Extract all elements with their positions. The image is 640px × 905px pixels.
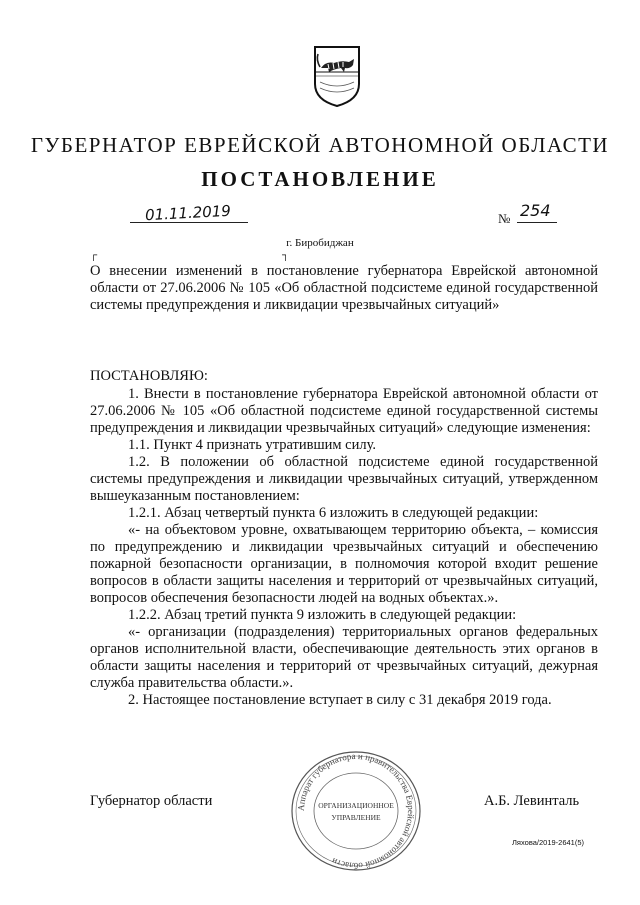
stamp-ring-text: Аппарат губернатора и правительства Еврейской автономной области	[295, 750, 417, 872]
paragraph-1-2-2: 1.2.2. Абзац третий пункта 9 изложить в следующей редакции:	[128, 607, 517, 623]
corner-mark-left: ┌	[90, 250, 98, 261]
date-underline	[130, 222, 248, 223]
stamp-center-line2: УПРАВЛЕНИЕ	[331, 813, 381, 822]
number-underline	[517, 222, 557, 223]
official-stamp	[288, 748, 424, 874]
document-body	[90, 368, 598, 709]
signatory-position: Губернатор области	[90, 793, 213, 809]
document-date: 01.11.2019	[144, 201, 232, 225]
quote-1: «- на объектовом уровне, охватывающем территорию объекта, – комиссия по предупреждению и ликвидации чрезвычайных ситуаций и обеспечению пожарной безопасности организации, в полномочия которой входит решение вопросов в области защиты населения и территорий от чрезвычайных ситуаций, вопросов обеспечения безопасности людей на водных объектах.».	[90, 522, 598, 606]
corner-mark-right: ┐	[282, 250, 290, 261]
city-label: г. Биробиджан	[286, 237, 354, 249]
document-type-title: ПОСТАНОВЛЕНИЕ	[201, 167, 439, 191]
signatory-name: А.Б. Левинталь	[484, 793, 580, 809]
paragraph-1-1: 1.1. Пункт 4 признать утратившим силу.	[128, 437, 377, 453]
number-sign: №	[498, 211, 511, 226]
paragraph-1-2: 1.2. В положении об областной подсистеме единой государственной системы предупреждения и ликвидации чрезвычайных ситуаций, утвержденном вышеуказанным постановлением:	[90, 454, 598, 504]
paragraph-1-2-1: 1.2.1. Абзац четвертый пункта 6 изложить в следующей редакции:	[128, 505, 539, 521]
paragraph-2: 2. Настоящее постановление вступает в силу с 31 декабря 2019 года.	[128, 692, 552, 708]
quote-2: «- организации (подразделения) территориальных органов федеральных органов исполнительной власти, обеспечивающие деятельность этих органов в области защиты населения и территорий от чрезвычайных ситуаций, дежурная служба правительства области.».	[90, 624, 598, 691]
document-subject: О внесении изменений в постановление губернатора Еврейской автономной области от 27.06.2006 № 105 «Об областной подсистеме единой государственной системы предупреждения и ликвидации чрезвычайных ситуаций»	[90, 263, 598, 313]
reference-code: Ляхова/2019-2641(5)	[512, 838, 585, 847]
stamp-center-line1: ОРГАНИЗАЦИОННОЕ	[318, 801, 394, 810]
paragraph-1: 1. Внести в постановление губернатора Еврейской автономной области от 27.06.2006 № 105 «Об областной подсистеме единой государственной системы предупреждения и ликвидации чрезвычайных ситуаций» следующие изменения:	[90, 386, 598, 436]
document-number: 254	[520, 201, 551, 220]
decree-heading: ПОСТАНОВЛЯЮ:	[90, 368, 208, 384]
organization-title: ГУБЕРНАТОР ЕВРЕЙСКОЙ АВТОНОМНОЙ ОБЛАСТИ	[30, 133, 610, 157]
coat-of-arms-tiger-icon	[312, 44, 362, 108]
